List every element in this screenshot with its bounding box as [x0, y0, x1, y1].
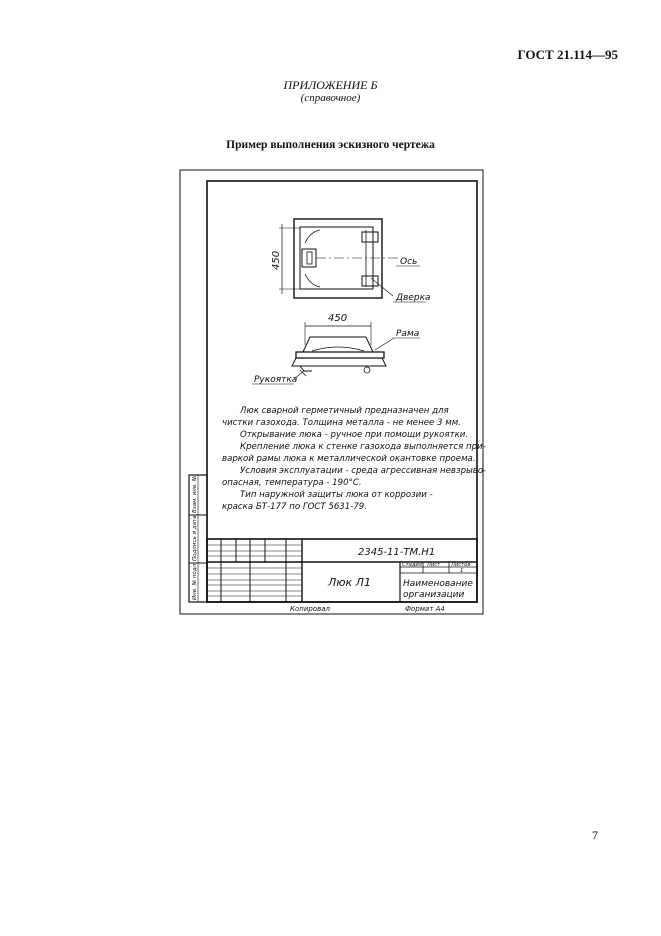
sheet-header: Лист: [427, 562, 441, 568]
standard-number: ГОСТ 21.114—95: [517, 47, 618, 62]
dim-width-label: 450: [328, 313, 348, 324]
dim-height-label: 450: [271, 250, 282, 270]
side-stamp-label: Взам. инв. №: [192, 475, 198, 513]
figure-caption: Пример выполнения эскизного чертежа: [226, 139, 435, 151]
label-door: Дверка: [396, 293, 431, 303]
hatch-section-view: [292, 322, 394, 379]
side-stamp-label: Подпись и дата: [192, 515, 198, 561]
note-line: Крепление люка к стенке газохода выполняется при-: [240, 442, 486, 452]
label-frame: Рама: [396, 329, 420, 339]
technical-notes: [222, 406, 486, 512]
format-label: Формат А4: [405, 605, 445, 613]
note-line: варкой рамы люка к металлической окантовке проема.: [222, 454, 476, 464]
designation-text: 2345-11-ТМ.Н1: [358, 547, 436, 558]
note-line: чистки газохода. Толщина металла - не менее 3 мм.: [222, 418, 461, 428]
note-line: Тип наружной защиты люка от коррозии -: [240, 490, 433, 500]
appendix-subtitle: (справочное): [300, 92, 361, 104]
side-stamp-label: Инв. № подл.: [192, 562, 198, 600]
copied-label: Копировал: [290, 605, 330, 613]
note-line: опасная, температура - 190°С.: [222, 478, 362, 488]
note-line: Условия эксплуатации - среда агрессивная невзрыво-: [240, 466, 487, 476]
sheet-outer-border: [180, 170, 483, 614]
sheets-value: 1: [460, 568, 464, 574]
note-line: краска БТ-177 по ГОСТ 5631-79.: [222, 502, 367, 512]
hatch-front-view: [279, 219, 400, 298]
page-number: 7: [592, 828, 598, 842]
note-line: Открывание люка - ручное при помощи рукоятки.: [240, 430, 469, 440]
organization-line: Наименование: [403, 579, 473, 589]
appendix-title: ПРИЛОЖЕНИЕ Б: [283, 78, 378, 92]
sheets-header: Листов: [451, 562, 471, 568]
organization-line: организации: [403, 590, 465, 600]
stage-header: Стадия: [402, 562, 422, 568]
note-line: Люк сварной герметичный предназначен для: [240, 406, 449, 416]
label-handle: Рукоятка: [254, 375, 298, 385]
label-axis: Ось: [400, 257, 418, 267]
product-name: Люк Л1: [328, 576, 371, 589]
